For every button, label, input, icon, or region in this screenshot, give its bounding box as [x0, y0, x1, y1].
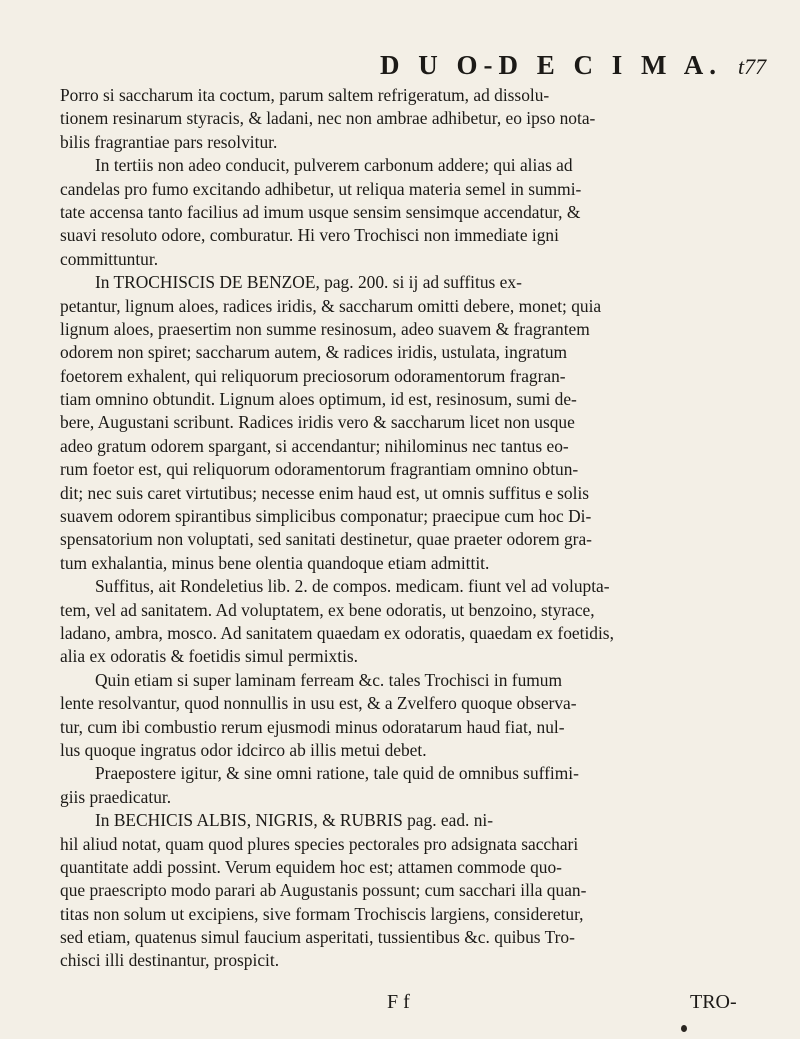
text-line: tum exhalantia, minus bene olentia quandoque etiam admittit.: [60, 552, 490, 573]
text-line: tate accensa tanto facilius ad imum usque sensim sensimque accendatur, &: [60, 201, 581, 222]
text-line: foetorem exhalent, qui reliquorum preciosorum odoramentorum fragran-: [60, 365, 566, 386]
body-text: [60, 84, 762, 973]
text-line: odorem non spiret; saccharum autem, & radices iridis, ustulata, ingratum: [60, 342, 568, 363]
page-number: t77: [738, 54, 767, 79]
text-line: bere, Augustani scribunt. Radices iridis vero & saccharum licet non usque: [60, 412, 575, 433]
text-line: candelas pro fumo excitando adhibetur, ut reliqua materia semel in summi-: [60, 178, 582, 199]
text-line: giis praedicatur.: [60, 786, 172, 807]
text-line: alia ex odoratis & foetidis simul permixtis.: [60, 646, 359, 667]
text-line: suavi resoluto odore, comburatur. Hi vero Trochisci non immediate igni: [60, 225, 559, 246]
running-title: D U O-D E C I M A.: [380, 50, 722, 80]
text-line: petantur, lignum aloes, radices iridis, & saccharum omitti debere, monet; quia: [60, 295, 602, 316]
text-line: Praepostere igitur, & sine omni ratione, tale quid de omnibus suffimi-: [95, 763, 579, 784]
text-line: quantitate addi possint. Verum equidem hoc est; attamen commode quo-: [60, 856, 562, 877]
text-line: bilis fragrantiae pars resolvitur.: [60, 131, 278, 152]
text-line: In BECHICIS ALBIS, NIGRIS, & RUBRIS pag. ead. ni-: [95, 810, 494, 831]
text-line: rum foetor est, qui reliquorum odoramentorum fragrantiam omnino obtun-: [60, 459, 579, 480]
text-line: Suffitus, ait Rondeletius lib. 2. de compos. medicam. fiunt vel ad volupta-: [95, 576, 610, 597]
text-line: Quin etiam si super laminam ferream &c. tales Trochisci in fumum: [95, 669, 563, 690]
text-line: chisci illi destinantur, prospicit.: [60, 950, 280, 971]
text-line: tur, cum ibi combustio rerum ejusmodi minus odoratarum haud fiat, nul-: [60, 716, 565, 737]
text-line: lente resolvantur, quod nonnullis in usu est, & a Zvelfero quoque observa-: [60, 693, 577, 714]
text-line: In tertiis non adeo conducit, pulverem carbonum addere; qui alias ad: [95, 155, 573, 176]
text-line: committuntur.: [60, 248, 159, 269]
text-line: tem, vel ad sanitatem. Ad voluptatem, ex bene odoratis, ut benzoino, styrace,: [60, 599, 595, 620]
text-line: tionem resinarum styracis, & ladani, nec non ambrae adhibetur, eo ipso nota-: [60, 108, 596, 129]
text-line: que praescripto modo parari ab Augustanis possunt; cum sacchari illa quan-: [60, 880, 587, 901]
text-line: suavem odorem spirantibus simplicibus componatur; praecipue cum hoc Di-: [60, 506, 592, 527]
ink-spot: [681, 1025, 687, 1032]
text-line: sed etiam, quatenus simul faucium asperitati, tussientibus &c. quibus Tro-: [60, 927, 575, 948]
text-line: titas non solum ut excipiens, sive formam Trochiscis largiens, consideretur,: [60, 903, 584, 924]
page-footer: [0, 991, 800, 1021]
text-line: In TROCHISCIS DE BENZOE, pag. 200. si ij ad suffitus ex-: [95, 272, 522, 293]
text-line: lignum aloes, praesertim non summe resinosum, adeo suavem & fragrantem: [60, 318, 590, 339]
text-line: ladano, ambra, mosco. Ad sanitatem quaedam ex odoratis, quaedam ex foetidis,: [60, 622, 614, 643]
catchword: TRO-: [690, 991, 737, 1013]
text-line: hil aliud notat, quam quod plures species pectorales pro adsignata sacchari: [60, 833, 579, 854]
text-line: spensatorium non voluptati, sed sanitati destinetur, quae praeter odorem gra-: [60, 529, 592, 550]
signature-mark: F f: [387, 991, 410, 1013]
text-line: lus quoque ingratus odor idcirco ab illis metui debet.: [60, 739, 427, 760]
text-line: dit; nec suis caret virtutibus; necesse enim haud est, ut omnis suffitus e solis: [60, 482, 590, 503]
text-line: tiam omnino obtundit. Lignum aloes optimum, id est, resinosum, sumi de-: [60, 389, 577, 410]
text-line: adeo gratum odorem spargant, si accendantur; nihilominus nec tantus eo-: [60, 435, 569, 456]
text-line: Porro si saccharum ita coctum, parum saltem refrigeratum, ad dissolu-: [60, 85, 550, 105]
